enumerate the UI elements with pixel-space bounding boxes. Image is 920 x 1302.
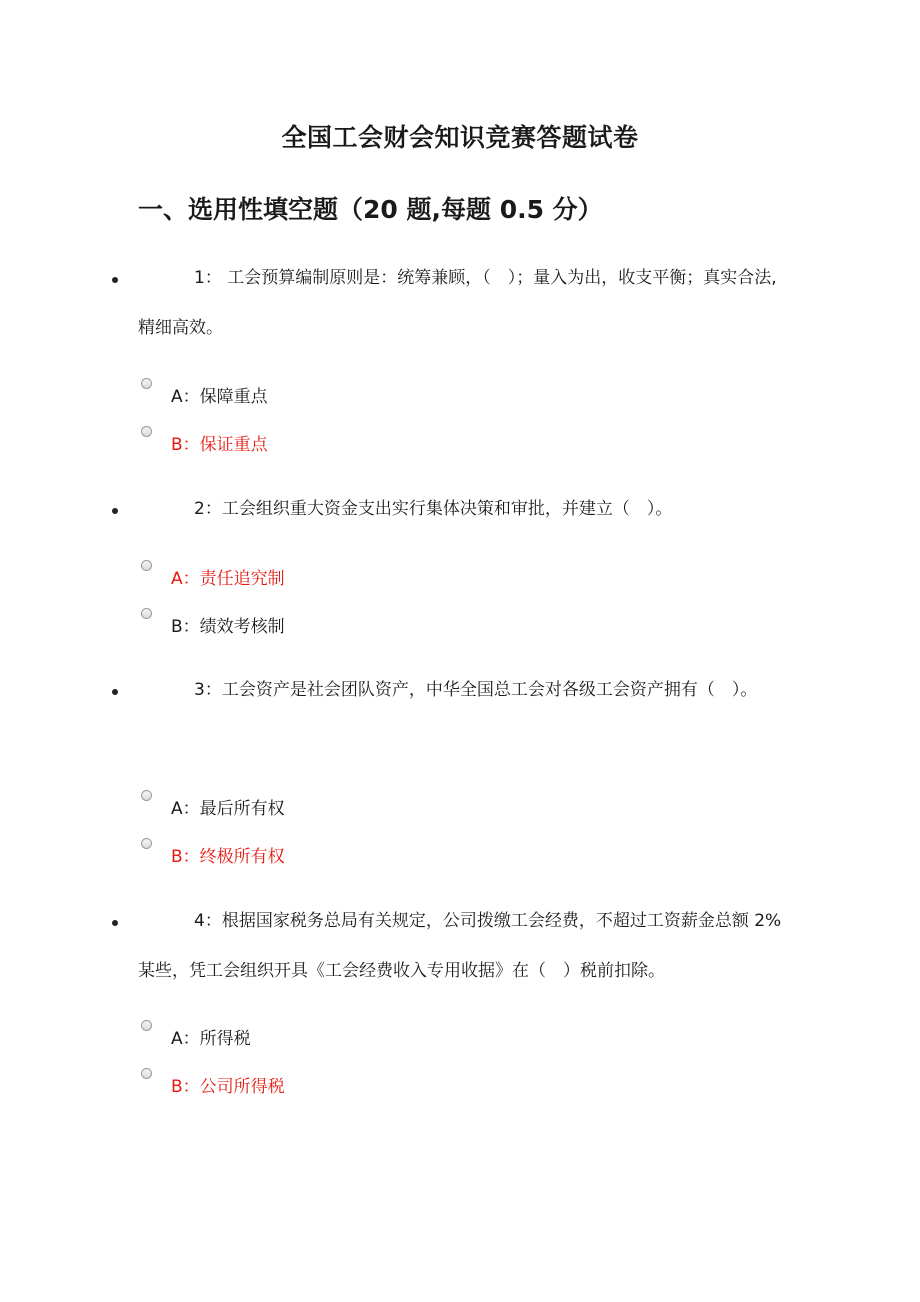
option-label: A：最后所有权 — [171, 799, 285, 819]
radio-button-icon[interactable] — [141, 378, 152, 389]
section-heading: 一、选用性填空题（20 题,每题 0.5 分） — [138, 195, 603, 224]
question-4-option-b[interactable] — [138, 1068, 538, 1098]
option-label: A：保障重点 — [171, 387, 268, 407]
question-text: 1： 工会预算编制原则是：统筹兼顾，（ ）；量入为出，收支平衡；真实合法,精细高效。 — [138, 268, 777, 338]
question-text: 2：工会组织重大资金支出实行集体决策和审批，并建立（ ）。 — [194, 499, 673, 519]
question-4-option-a[interactable] — [138, 1020, 538, 1050]
bullet-dot-icon — [112, 277, 118, 283]
question-2-option-a[interactable] — [138, 560, 538, 590]
question-1-option-b[interactable] — [138, 426, 538, 456]
radio-button-icon[interactable] — [141, 838, 152, 849]
radio-button-icon[interactable] — [141, 608, 152, 619]
option-label-correct: A：责任追究制 — [171, 569, 285, 589]
option-label-correct: B：保证重点 — [171, 435, 268, 455]
radio-button-icon[interactable] — [141, 790, 152, 801]
question-text: 4：根据国家税务总局有关规定，公司拨缴工会经费，不超过工资薪金总额 2%某些，凭工会组织开具《工会经费收入专用收据》在（ ）税前扣除。 — [138, 911, 782, 981]
radio-button-icon[interactable] — [141, 1068, 152, 1079]
question-3-option-b[interactable] — [138, 838, 538, 868]
bullet-dot-icon — [112, 508, 118, 514]
radio-button-icon[interactable] — [141, 560, 152, 571]
radio-button-icon[interactable] — [141, 1020, 152, 1031]
option-label: B：绩效考核制 — [171, 617, 285, 637]
question-1-option-a[interactable] — [138, 378, 538, 408]
page-title: 全国工会财会知识竞赛答题试卷 — [281, 123, 639, 152]
bullet-dot-icon — [112, 689, 118, 695]
radio-button-icon[interactable] — [141, 426, 152, 437]
option-label-correct: B：公司所得税 — [171, 1077, 285, 1097]
question-3-option-a[interactable] — [138, 790, 538, 820]
option-label-correct: B：终极所有权 — [171, 847, 285, 867]
question-2-option-b[interactable] — [138, 608, 538, 638]
bullet-dot-icon — [112, 920, 118, 926]
option-label: A：所得税 — [171, 1029, 251, 1049]
question-text: 3：工会资产是社会团队资产，中华全国总工会对各级工会资产拥有（ ）。 — [194, 680, 758, 700]
